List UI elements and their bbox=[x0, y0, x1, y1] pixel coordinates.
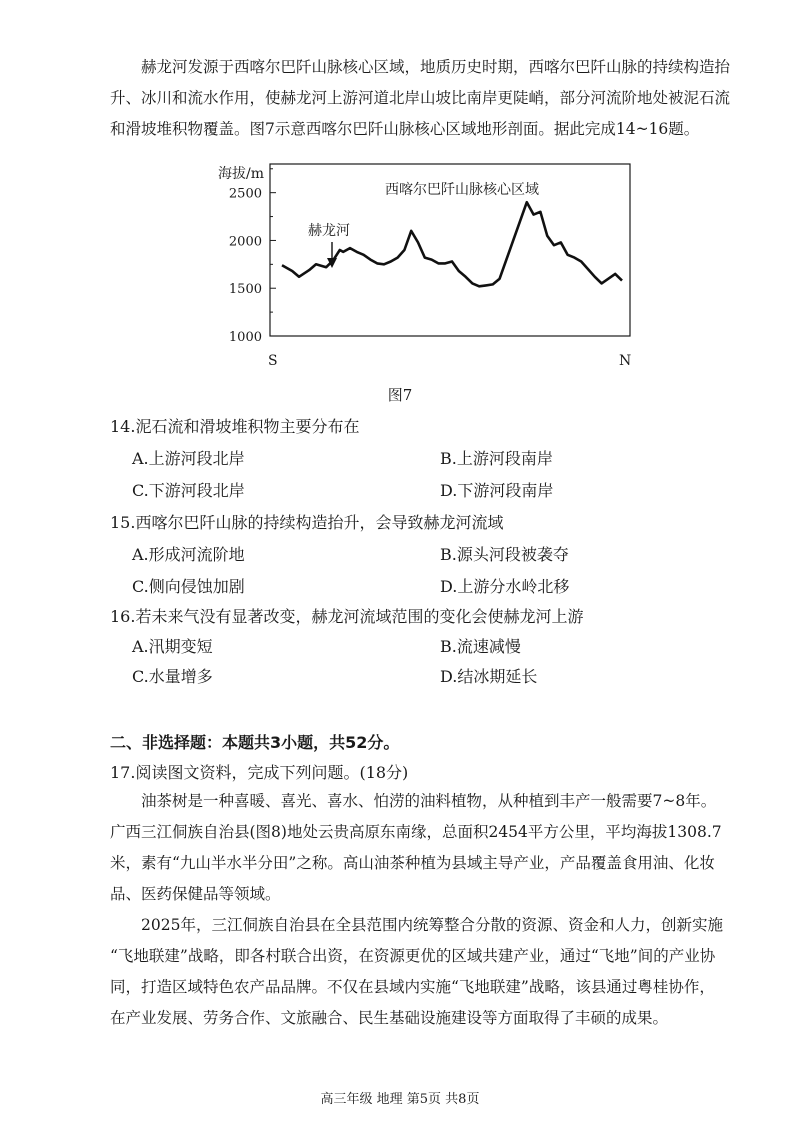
question-14-stem: 14.泥石流和滑坡堆积物主要分布在 bbox=[110, 417, 360, 436]
q15-option-a: A.形成河流阶地 bbox=[132, 545, 245, 564]
intro-line-3: 和滑坡堆积物覆盖。图7示意西喀尔巴阡山脉核心区域地形剖面。据此完成14~16题。 bbox=[110, 120, 700, 138]
q14-option-c: C.下游河段北岸 bbox=[132, 481, 245, 500]
q14-option-a: A.上游河段北岸 bbox=[132, 449, 245, 468]
question-17-stem: 17.阅读图文资料，完成下列问题。(18分) bbox=[110, 763, 409, 782]
river-label: 赫龙河 bbox=[308, 223, 350, 239]
y-tick-label: 1500 bbox=[228, 282, 262, 298]
intro-line-1: 赫龙河发源于西喀尔巴阡山脉核心区域，地质历史时期，西喀尔巴阡山脉的持续构造抬 bbox=[141, 58, 731, 76]
profile-line bbox=[282, 202, 622, 286]
y-tick-label: 1000 bbox=[228, 330, 262, 345]
figure-caption: 图7 bbox=[387, 386, 413, 404]
y-axis-ticks bbox=[229, 169, 276, 345]
q16-option-d: D.结冰期延长 bbox=[440, 667, 538, 686]
q15-option-c: C.侧向侵蚀加剧 bbox=[132, 577, 245, 596]
section-2-heading: 二、非选择题：本题共3小题，共52分。 bbox=[110, 733, 400, 752]
q14-option-d: D.下游河段南岸 bbox=[440, 481, 554, 500]
q17-p2-line-4: 在产业发展、劳务合作、文旅融合、民生基础设施建设等方面取得了丰硕的成果。 bbox=[110, 1009, 669, 1027]
q16-option-a: A.汛期变短 bbox=[132, 637, 213, 656]
question-15-stem: 15.西喀尔巴阡山脉的持续构造抬升，会导致赫龙河流域 bbox=[110, 513, 504, 532]
q17-p2-line-3: 同，打造区域特色农产品品牌。不仅在县域内实施“飞地联建”战略，该县通过粤桂协作， bbox=[110, 978, 715, 996]
x-start-label: S bbox=[268, 353, 278, 368]
question-16-stem: 16.若未来气没有显著改变，赫龙河流域范围的变化会使赫龙河上游 bbox=[110, 607, 584, 626]
q17-p2-line-1: 2025年，三江侗族自治县在全县范围内统筹整合分散的资源、资金和人力，创新实施 bbox=[141, 916, 723, 934]
q15-option-b: B.源头河段被袭夺 bbox=[440, 545, 569, 564]
q17-p1-line-3: 米，素有“九山半水半分田”之称。高山油茶种植为县域主导产业，产品覆盖食用油、化妆 bbox=[110, 854, 715, 872]
intro-line-2: 升、冰川和流水作用，使赫龙河上游河道北岸山坡比南岸更陡峭，部分河流阶地处被泥石流 bbox=[110, 89, 731, 107]
y-tick-label: 2000 bbox=[228, 234, 262, 250]
q16-option-b: B.流速减慢 bbox=[440, 637, 521, 656]
q17-p1-line-4: 品、医药保健品等领域。 bbox=[110, 885, 281, 903]
x-end-label: N bbox=[619, 353, 632, 368]
y-tick-label: 2500 bbox=[228, 186, 262, 202]
q17-paragraph-2 bbox=[110, 910, 750, 1034]
river-marker bbox=[308, 222, 350, 268]
q17-p2-line-2: “飞地联建”战略，即各村联合出资，在资源更优的区域共建产业，通过“飞地”间的产业协 bbox=[110, 947, 716, 965]
y-axis-label: 海拔/m bbox=[218, 166, 264, 182]
q14-option-b: B.上游河段南岸 bbox=[440, 449, 553, 468]
q17-p1-line-2: 广西三江侗族自治县(图8)地处云贵高原东南缘，总面积2454平方公里，平均海拔1308.7 bbox=[110, 823, 722, 841]
chart-title: 西喀尔巴阡山脉核心区域 bbox=[385, 182, 539, 198]
intro-paragraph bbox=[110, 52, 750, 145]
q16-option-c: C.水量增多 bbox=[132, 667, 213, 686]
q17-p1-line-1: 油茶树是一种喜暖、喜光、喜水、怕涝的油料植物，从种植到丰产一般需要7~8年。 bbox=[141, 792, 717, 810]
page-footer: 高三年级 地理 第5页 共8页 bbox=[320, 1092, 480, 1107]
q17-paragraph-1 bbox=[110, 786, 750, 910]
terrain-profile-figure bbox=[210, 158, 650, 368]
q15-option-d: D.上游分水岭北移 bbox=[440, 577, 570, 596]
